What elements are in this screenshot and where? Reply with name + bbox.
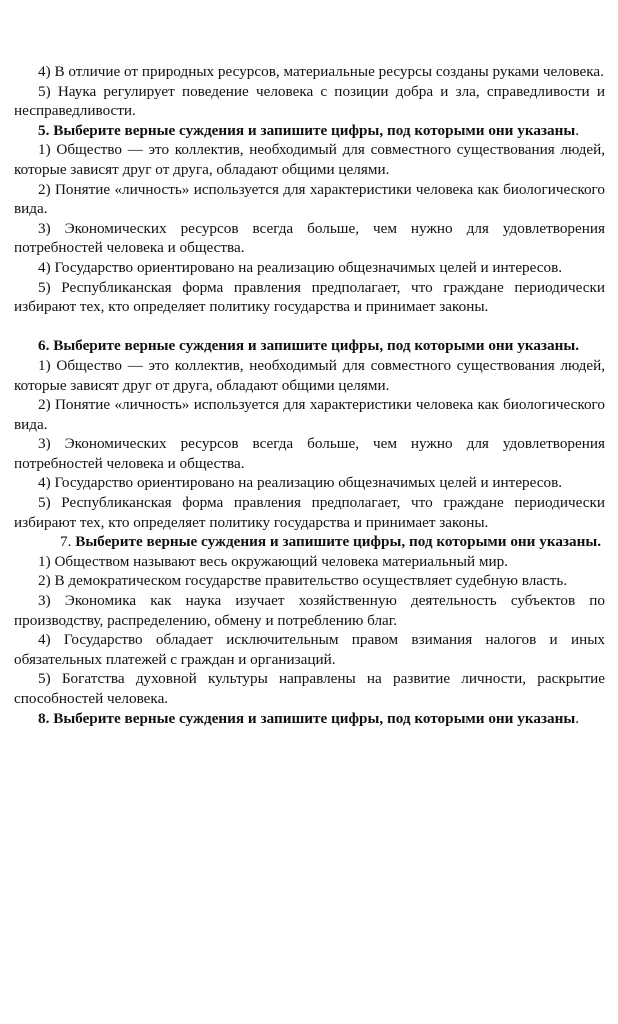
blank-line [14,317,605,337]
question-7-number: 7. [60,533,72,551]
q5-option-3: 3) Экономических ресурсов всегда больше, чем нужно для удовлетворения потребностей человека и общества. [14,219,605,257]
q7-option-3: 3) Экономика как наука изучает хозяйственную деятельность субъектов по производству, распределению, обмену и потреблению благ. [14,592,605,629]
q5-option-5: 5) Республиканская форма правления предполагает, что граждане периодически избирают тех, кто определяет политику государства и принимает законы. [14,278,605,316]
statement-4: 4) В отличие от природных ресурсов, материальные ресурсы созданы руками человека. [38,63,604,80]
question-8-tail: . [575,709,580,727]
q6-option-3: 3) Экономических ресурсов всегда больше, чем нужно для удовлетворения потребностей человека и общества. [14,435,605,472]
q7-option-1: 1) Обществом называют весь окружающий человека материальный мир. [38,552,509,570]
question-7-heading [14,532,605,552]
q5-option-1: 1) Общество — это коллектив, необходимый для совместного существования людей, которые зависят друг от друга, обладают общими целями. [14,141,605,178]
q6-option-4: 4) Государство ориентировано на реализацию общезначимых целей и интересов. [38,474,563,492]
question-8-title: 8. Выберите верные суждения и запишите цифры, под которыми они указаны [38,709,576,727]
question-5-title: 5. Выберите верные суждения и запишите цифры, под которыми они указаны [38,121,576,139]
document-page [14,62,605,728]
question-8-heading [14,709,605,729]
question-7-title: Выберите верные суждения и запишите цифры, под которыми они указаны. [75,533,602,551]
q5-option-2: 2) Понятие «личность» используется для характеристики человека как биологического вида. [14,180,605,218]
statement-5: 5) Наука регулирует поведение человека с позиции добра и зла, справедливости и несправедливости. [14,82,605,120]
question-5-heading [14,121,605,141]
q6-option-2: 2) Понятие «личность» используется для характеристики человека как биологического вида. [14,396,605,433]
question-5-tail: . [575,121,580,139]
q6-option-1: 1) Общество — это коллектив, необходимый для совместного существования людей, которые зависят друг от друга, обладают общими целями. [14,356,605,394]
q6-option-5: 5) Республиканская форма правления предполагает, что граждане периодически избирают тех, кто определяет политику государства и принимает законы. [14,494,605,531]
q7-option-4: 4) Государство обладает исключительным правом взимания налогов и иных обязательных платежей с граждан и организаций. [14,631,605,668]
q7-option-2: 2) В демократическом государстве правительство осуществляет судебную власть. [38,572,568,590]
q5-option-4: 4) Государство ориентировано на реализацию общезначимых целей и интересов. [38,258,563,276]
question-6-heading: 6. Выберите верные суждения и запишите цифры, под которыми они указаны. [38,337,580,355]
q7-option-5: 5) Богатства духовной культуры направлены на развитие личности, раскрытие способностей человека. [14,670,605,707]
